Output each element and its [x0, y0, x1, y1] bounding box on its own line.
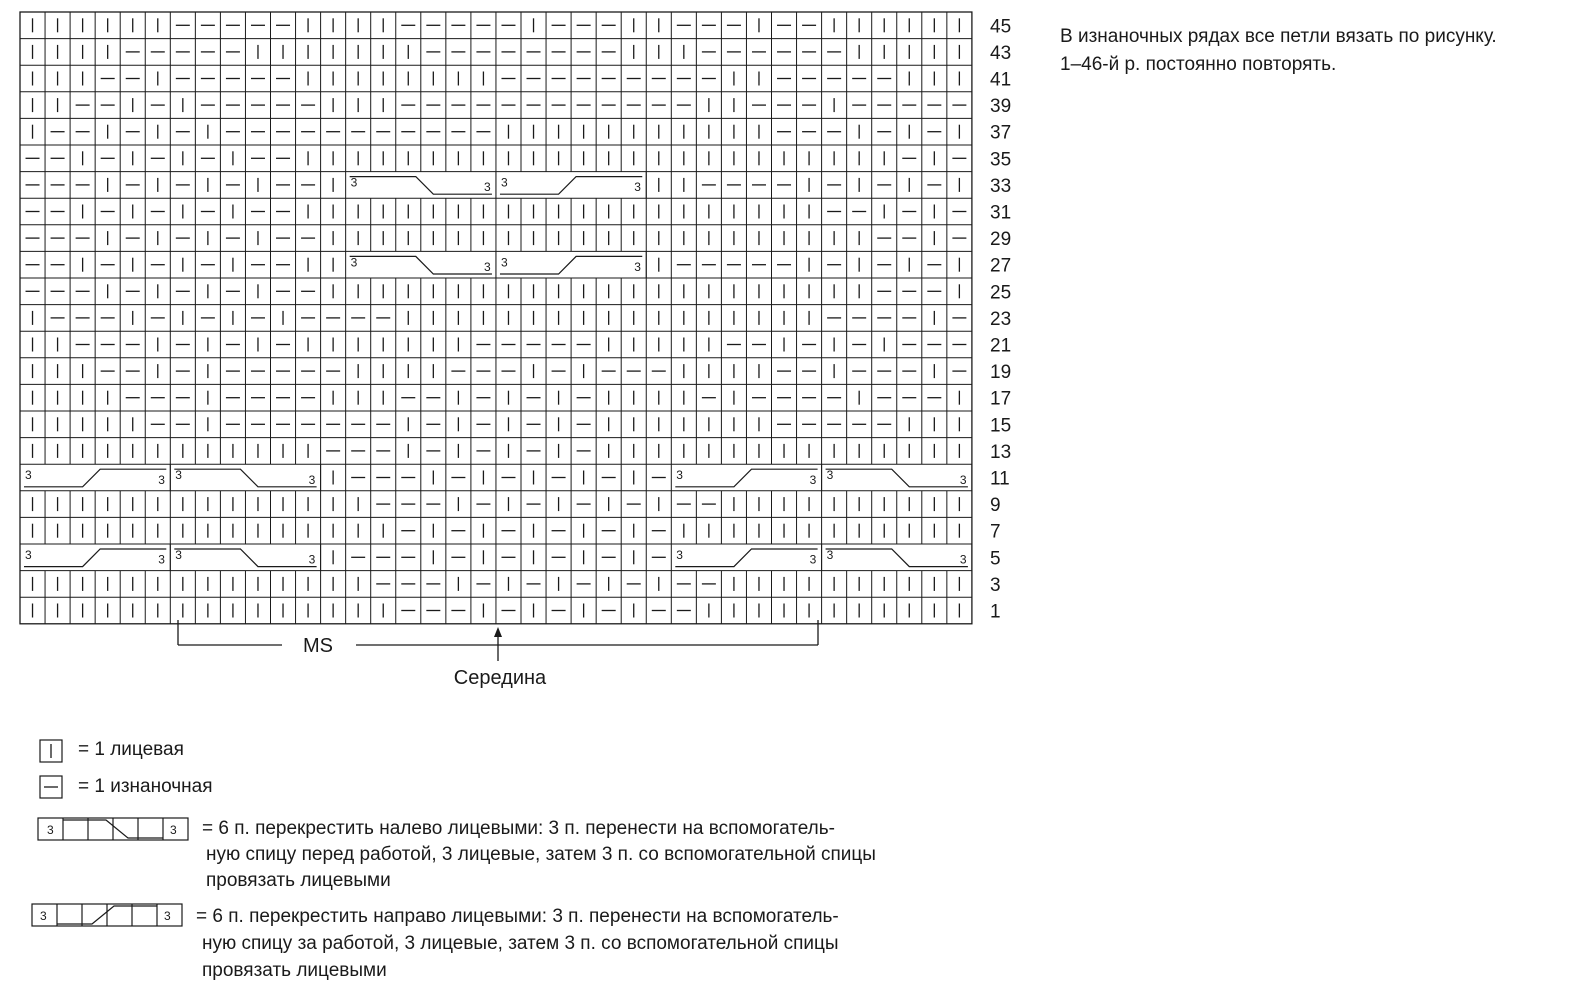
- cable-number: 3: [959, 552, 967, 567]
- cable-number: 3: [500, 255, 508, 270]
- cable-line: [174, 549, 316, 567]
- cable-number: 3: [483, 260, 491, 274]
- row-label: 41: [990, 69, 1012, 91]
- cable-line: [24, 549, 166, 567]
- legend-right-cross-text-2: ную спицу за работой, 3 лицевые, затем 3 п. со вспомогательной спицы: [202, 933, 839, 954]
- cable-number: 3: [809, 552, 817, 567]
- note-line-1: В изнаночных рядах все петли вязать по рисунку.: [1060, 26, 1497, 47]
- row-label: 39: [990, 96, 1012, 118]
- legend-right-cross-text-1: = 6 п. перекрестить направо лицевыми: 3 п. перенести на вспомогатель-: [196, 906, 839, 927]
- cable-number: 3: [175, 468, 182, 483]
- row-label: 11: [990, 468, 1010, 490]
- cable-line: [24, 469, 166, 487]
- cable-number: 3: [25, 548, 32, 562]
- legend-left-cross-number-a: 3: [47, 823, 54, 837]
- ms-label: MS: [303, 635, 333, 657]
- row-label: 7: [990, 521, 1001, 543]
- row-label: 1: [990, 601, 1001, 623]
- cable-line: [826, 469, 968, 487]
- cable-line: [350, 177, 492, 195]
- legend-knit-symbol: [40, 740, 62, 762]
- legend-right-cross-symbol: [32, 904, 182, 926]
- cable-number: 3: [809, 472, 817, 487]
- cable-number: 3: [500, 175, 508, 190]
- legend-right-cross-number-a: 3: [40, 909, 47, 923]
- cable-number: 3: [676, 548, 683, 562]
- cable-number: 3: [308, 552, 316, 567]
- row-labels: [990, 16, 1011, 622]
- cable-line: [350, 256, 492, 274]
- cable-number: 3: [350, 255, 358, 270]
- cable-number: 3: [483, 180, 491, 195]
- legend-left-cross-text-1: = 6 п. перекрестить налево лицевыми: 3 п. перенести на вспомогатель-: [202, 818, 835, 839]
- legend-left-cross-symbol: [38, 818, 188, 840]
- row-label: 13: [990, 441, 1012, 463]
- legend-purl-text: = 1 изнаночная: [78, 776, 213, 797]
- row-label: 23: [990, 308, 1012, 330]
- row-label: 33: [990, 175, 1012, 197]
- row-label: 31: [990, 202, 1012, 224]
- row-label: 43: [990, 42, 1012, 64]
- row-label: 15: [990, 415, 1012, 437]
- cable-number: 3: [158, 552, 165, 567]
- cable-number: 3: [175, 548, 182, 562]
- cable-line: [500, 256, 642, 274]
- legend-purl-symbol: [40, 776, 62, 798]
- cable-line: [675, 469, 817, 487]
- cable-number: 3: [826, 548, 834, 562]
- row-label: 37: [990, 122, 1012, 144]
- cable-number: 3: [826, 468, 834, 483]
- cable-line: [675, 549, 817, 567]
- legend-left-cross-text-3: провязать лицевыми: [206, 870, 391, 891]
- note-line-2: 1–46-й р. постоянно повторять.: [1060, 54, 1337, 75]
- middle-label: Середина: [453, 667, 547, 689]
- legend-left-cross-number-b: 3: [170, 823, 177, 837]
- chart-grid: [20, 12, 972, 624]
- cable-number: 3: [158, 472, 165, 487]
- cable-number: 3: [25, 468, 32, 483]
- cable-line: [826, 549, 968, 567]
- row-label: 25: [990, 282, 1012, 304]
- row-label: 27: [990, 255, 1012, 277]
- cable-number: 3: [959, 472, 967, 487]
- legend-right-cross-number-b: 3: [164, 909, 171, 923]
- legend-right-cross-text-3: провязать лицевыми: [202, 960, 387, 981]
- row-label: 3: [990, 574, 1001, 596]
- row-label: 45: [990, 16, 1012, 38]
- cable-number: 3: [676, 468, 683, 483]
- cable-number: 3: [350, 175, 358, 190]
- legend-left-cross-text-2: ную спицу перед работой, 3 лицевые, затем 3 п. со вспомогательной спицы: [206, 844, 876, 865]
- row-label: 21: [990, 335, 1012, 357]
- row-label: 35: [990, 149, 1012, 171]
- row-label: 5: [990, 548, 1001, 570]
- middle-arrow-head: [494, 627, 502, 637]
- cable-number: 3: [634, 180, 641, 195]
- middle-arrow: [494, 627, 502, 661]
- row-label: 9: [990, 495, 1001, 517]
- legend-knit-text: = 1 лицевая: [78, 739, 184, 760]
- cable-number: 3: [634, 260, 641, 274]
- row-label: 29: [990, 229, 1012, 251]
- row-label: 17: [990, 388, 1012, 410]
- cable-number: 3: [308, 472, 316, 487]
- cable-line: [174, 469, 316, 487]
- row-label: 19: [990, 362, 1012, 384]
- cable-line: [500, 177, 642, 195]
